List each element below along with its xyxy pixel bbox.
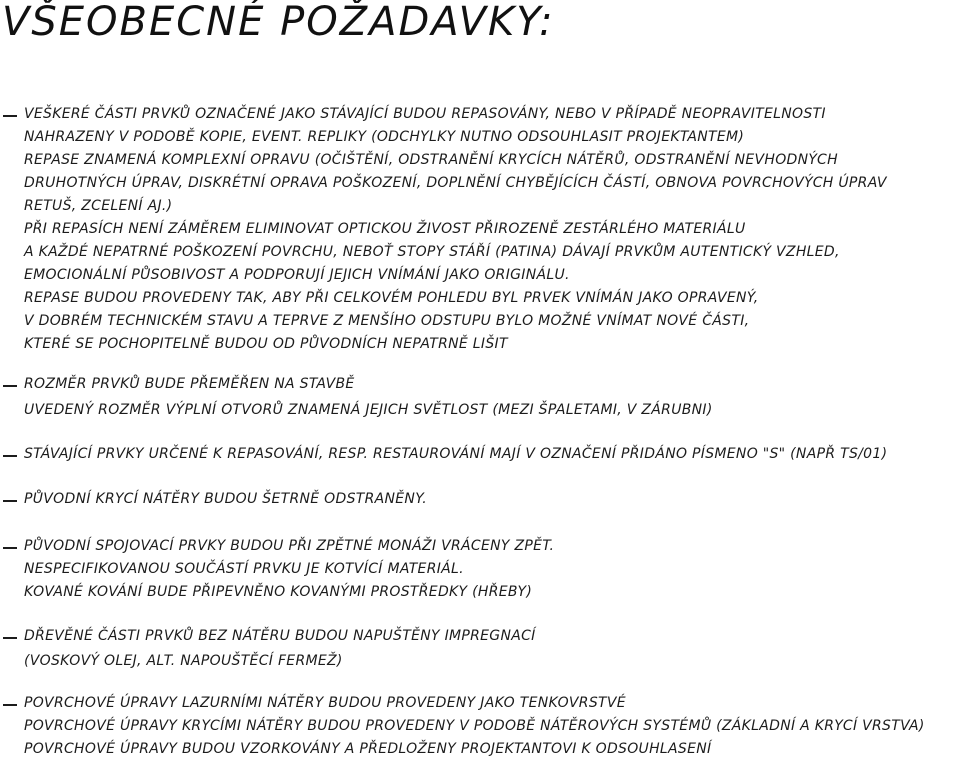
page-title: VŠEOBECNÉ POŽADAVKY: (2, 0, 555, 45)
bullet-dash (3, 115, 17, 117)
text-line: KOVANÉ KOVÁNÍ BUDE PŘIPEVNĚNO KOVANÝMI PROSTŘEDKY (HŘEBY) (24, 584, 533, 600)
text-line: STÁVAJÍCÍ PRVKY URČENÉ K REPASOVÁNÍ, RESP. RESTAUROVÁNÍ MAJÍ V OZNAČENÍ PŘIDÁNO PÍSMENO "S" (NAPŘ TS/01) (24, 446, 888, 462)
text-line: RETUŠ, ZCELENÍ AJ.) (24, 198, 173, 214)
text-line: UVEDENÝ ROZMĚR VÝPLNÍ OTVORŮ ZNAMENÁ JEJICH SVĚTLOST (MEZI ŠPALETAMI, V ZÁRUBNI) (24, 402, 713, 418)
text-line: POVRCHOVÉ ÚPRAVY KRYCÍMI NÁTĚRY BUDOU PROVEDENY V PODOBĚ NÁTĚROVÝCH SYSTÉMŮ (ZÁKLADNÍ A KRYCÍ VRSTVA) (24, 718, 925, 734)
text-line: PŮVODNÍ KRYCÍ NÁTĚRY BUDOU ŠETRNĚ ODSTRANĚNY. (24, 491, 428, 507)
text-line: PŮVODNÍ SPOJOVACÍ PRVKY BUDOU PŘI ZPĚTNÉ MONÁŽI VRÁCENY ZPĚT. (24, 538, 555, 554)
text-line: A KAŽDÉ NEPATRNÉ POŠKOZENÍ POVRCHU, NEBOŤ STOPY STÁŘÍ (PATINA) DÁVAJÍ PRVKŮM AUTENTICKÝ VZHLED, (24, 244, 840, 260)
text-line: PŘI REPASÍCH NENÍ ZÁMĚREM ELIMINOVAT OPTICKOU ŽIVOST PŘIROZENĚ ZESTÁRLÉHO MATERIÁLU (24, 221, 746, 237)
text-line: (VOSKOVÝ OLEJ, ALT. NAPOUŠTĚCÍ FERMEŽ) (24, 653, 343, 669)
text-line: POVRCHOVÉ ÚPRAVY BUDOU VZORKOVÁNY A PŘEDLOŽENY PROJEKTANTOVI K ODSOUHLASENÍ (24, 741, 712, 757)
text-line: V DOBRÉM TECHNICKÉM STAVU A TEPRVE Z MENŠÍHO ODSTUPU BYLO MOŽNÉ VNÍMAT NOVÉ ČÁSTI, (24, 313, 750, 329)
bullet-dash (3, 547, 17, 549)
text-line: DRUHOTNÝCH ÚPRAV, DISKRÉTNÍ OPRAVA POŠKOZENÍ, DOPLNĚNÍ CHYBĚJÍCÍCH ČÁSTÍ, OBNOVA POVRCHOVÝCH ÚPRAV (24, 175, 887, 191)
bullet-dash (3, 385, 17, 387)
text-line: DŘEVĚNÉ ČÁSTI PRVKŮ BEZ NÁTĚRU BUDOU NAPUŠTĚNY IMPREGNACÍ (24, 628, 536, 644)
text-line: ROZMĚR PRVKŮ BUDE PŘEMĚŘEN NA STAVBĚ (24, 376, 355, 392)
bullet-dash (3, 455, 17, 457)
text-line: REPASE ZNAMENÁ KOMPLEXNÍ OPRAVU (OČIŠTĚNÍ, ODSTRANĚNÍ KRYCÍCH NÁTĚRŮ, ODSTRANĚNÍ NEVHODNÝCH (24, 152, 838, 168)
text-line: REPASE BUDOU PROVEDENY TAK, ABY PŘI CELKOVÉM POHLEDU BYL PRVEK VNÍMÁN JAKO OPRAVENÝ, (24, 290, 759, 306)
text-line: KTERÉ SE POCHOPITELNĚ BUDOU OD PŮVODNÍCH NEPATRNĚ LIŠIT (24, 336, 508, 352)
text-line: NESPECIFIKOVANOU SOUČÁSTÍ PRVKU JE KOTVÍCÍ MATERIÁL. (24, 561, 464, 577)
text-line: VEŠKERÉ ČÁSTI PRVKŮ OZNAČENÉ JAKO STÁVAJÍCÍ BUDOU REPASOVÁNY, NEBO V PŘÍPADĚ NEOPRAVITELNOSTI (24, 106, 826, 122)
text-line: NAHRAZENY V PODOBĚ KOPIE, EVENT. REPLIKY (ODCHYLKY NUTNO ODSOUHLASIT PROJEKTANTEM) (24, 129, 745, 145)
text-line: EMOCIONÁLNÍ PŮSOBIVOST A PODPORUJÍ JEJICH VNÍMÁNÍ JAKO ORIGINÁLU. (24, 267, 570, 283)
text-line: POVRCHOVÉ ÚPRAVY LAZURNÍMI NÁTĚRY BUDOU PROVEDENY JAKO TENKOVRSTVÉ (24, 695, 626, 711)
bullet-dash (3, 637, 17, 639)
bullet-dash (3, 500, 17, 502)
bullet-dash (3, 704, 17, 706)
